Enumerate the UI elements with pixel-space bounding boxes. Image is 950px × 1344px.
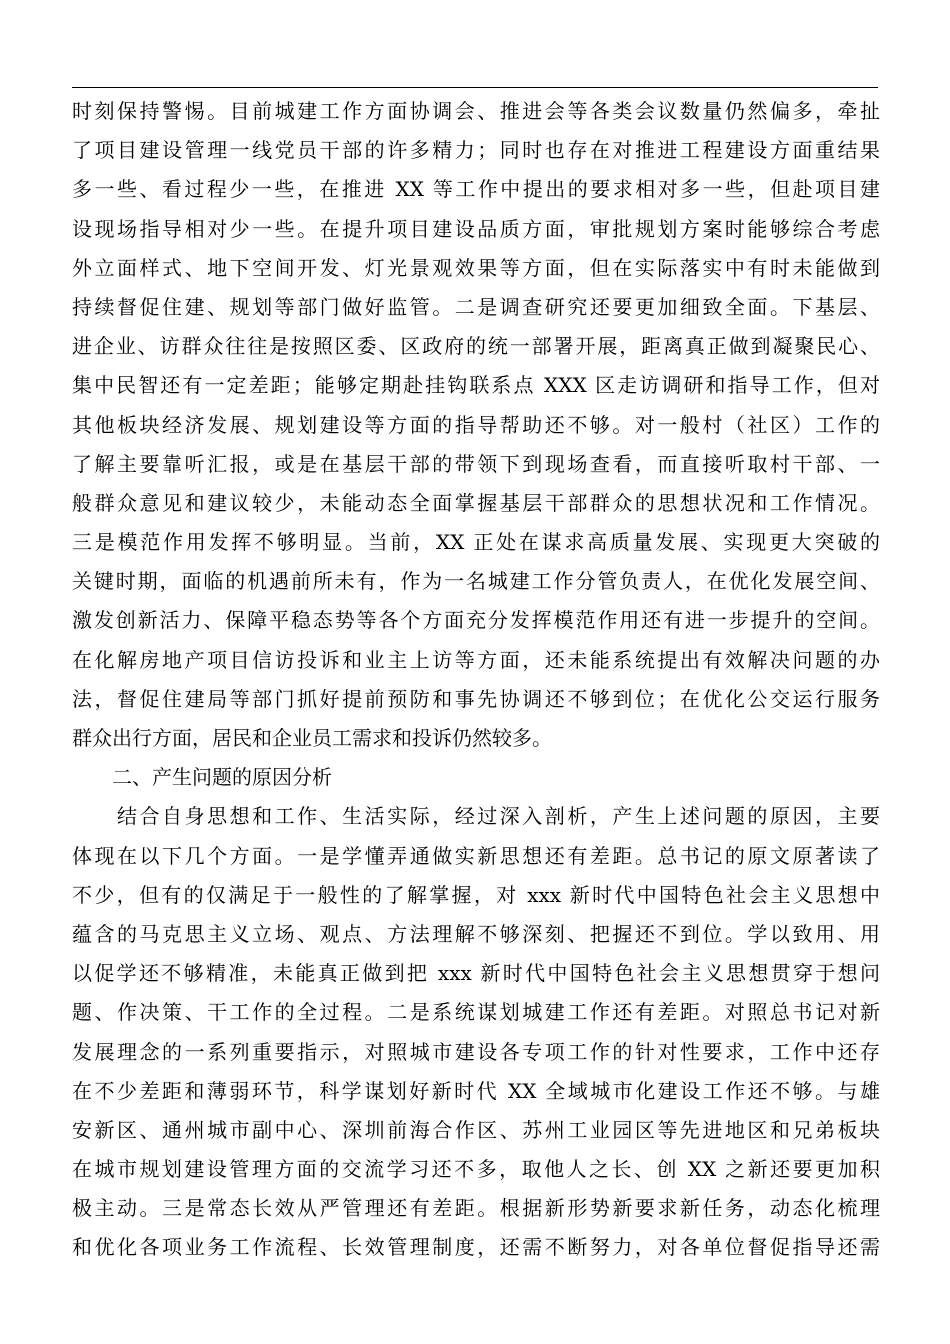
text-line: 题、作决策、干工作的全过程。二是系统谋划城建工作还有差距。对照总书记对新 (72, 1000, 880, 1025)
text-line: 了解主要靠听汇报，或是在基层干部的带领下到现场查看，而直接听取村干部、一 (72, 451, 880, 476)
text-line: 时刻保持警惕。目前城建工作方面协调会、推进会等各类会议数量仍然偏多，牵扯 (72, 99, 880, 123)
text-line: 设现场指导相对少一些。在提升项目建设品质方面，审批规划方案时能够综合考虑 (72, 216, 880, 241)
text-line: 多一些、看过程少一些，在推进 XX 等工作中提出的要求相对多一些，但赴项目建 (72, 177, 880, 202)
text-line: 以促学还不够精准，未能真正做到把 xxx 新时代中国特色社会主义思想贯穿于想问 (72, 961, 880, 986)
section-heading: 二、产生问题的原因分析 (72, 765, 332, 790)
text-line: 安新区、通州城市副中心、深圳前海合作区、苏州工业园区等先进地区和兄弟板块 (72, 1117, 880, 1142)
text-line: 和优化各项业务工作流程、长效管理制度，还需不断努力，对各单位督促指导还需 (72, 1235, 880, 1260)
text-line: 进企业、访群众往往是按照区委、区政府的统一部署开展，距离真正做到凝聚民心、 (72, 334, 880, 359)
text-line: 蕴含的马克思主义立场、观点、方法理解不够深刻、把握还不到位。学以致用、用 (72, 921, 880, 946)
text-line: 在城市规划建设管理方面的交流学习还不多，取他人之长、创 XX 之新还要更加积 (72, 1157, 880, 1182)
text-line: 不少，但有的仅满足于一般性的了解掌握，对 xxx 新时代中国特色社会主义思想中 (72, 882, 880, 907)
header-rule (72, 87, 878, 88)
text-line: 在化解房地产项目信访投诉和业主上访等方面，还未能系统提出有效解决问题的办 (72, 647, 880, 672)
text-line: 结合自身思想和工作、生活实际，经过深入剖析，产生上述问题的原因，主要 (72, 804, 880, 829)
text-line: 三是模范作用发挥不够明显。当前，XX 正处在谋求高质量发展、实现更大突破的 (72, 530, 880, 555)
text-line: 持续督促住建、规划等部门做好监管。二是调查研究还要更加细致全面。下基层、 (72, 294, 880, 319)
text-line: 体现在以下几个方面。一是学懂弄通做实新思想还有差距。总书记的原文原著读了 (72, 843, 880, 868)
text-line: 其他板块经济发展、规划建设等方面的指导帮助还不够。对一般村（社区）工作的 (72, 412, 880, 437)
text-line: 集中民智还有一定差距；能够定期赴挂钩联系点 XXX 区走访调研和指导工作，但对 (72, 373, 880, 398)
text-line: 关键时期，面临的机遇前所未有，作为一名城建工作分管负责人，在优化发展空间、 (72, 569, 880, 594)
text-line: 在不少差距和薄弱环节，科学谋划好新时代 XX 全域城市化建设工作还不够。与雄 (72, 1078, 880, 1103)
text-line: 发展理念的一系列重要指示，对照城市建设各专项工作的针对性要求，工作中还存 (72, 1039, 880, 1064)
text-line: 般群众意见和建议较少，未能动态全面掌握基层干部群众的思想状况和工作情况。 (72, 490, 880, 515)
text-line: 法，督促住建局等部门抓好提前预防和事先协调还不够到位；在优化公交运行服务 (72, 686, 880, 711)
body-text (72, 92, 880, 1268)
text-line: 群众出行方面，居民和企业员工需求和投诉仍然较多。 (72, 726, 552, 750)
text-line: 激发创新活力、保障平稳态势等各个方面充分发挥模范作用还有进一步提升的空间。 (72, 608, 880, 633)
text-line: 极主动。三是常态长效从严管理还有差距。根据新形势新要求新任务，动态化梳理 (72, 1196, 880, 1221)
text-line: 外立面样式、地下空间开发、灯光景观效果等方面，但在实际落实中有时未能做到 (72, 255, 880, 280)
text-line: 了项目建设管理一线党员干部的许多精力；同时也存在对推进工程建设方面重结果 (72, 138, 880, 163)
